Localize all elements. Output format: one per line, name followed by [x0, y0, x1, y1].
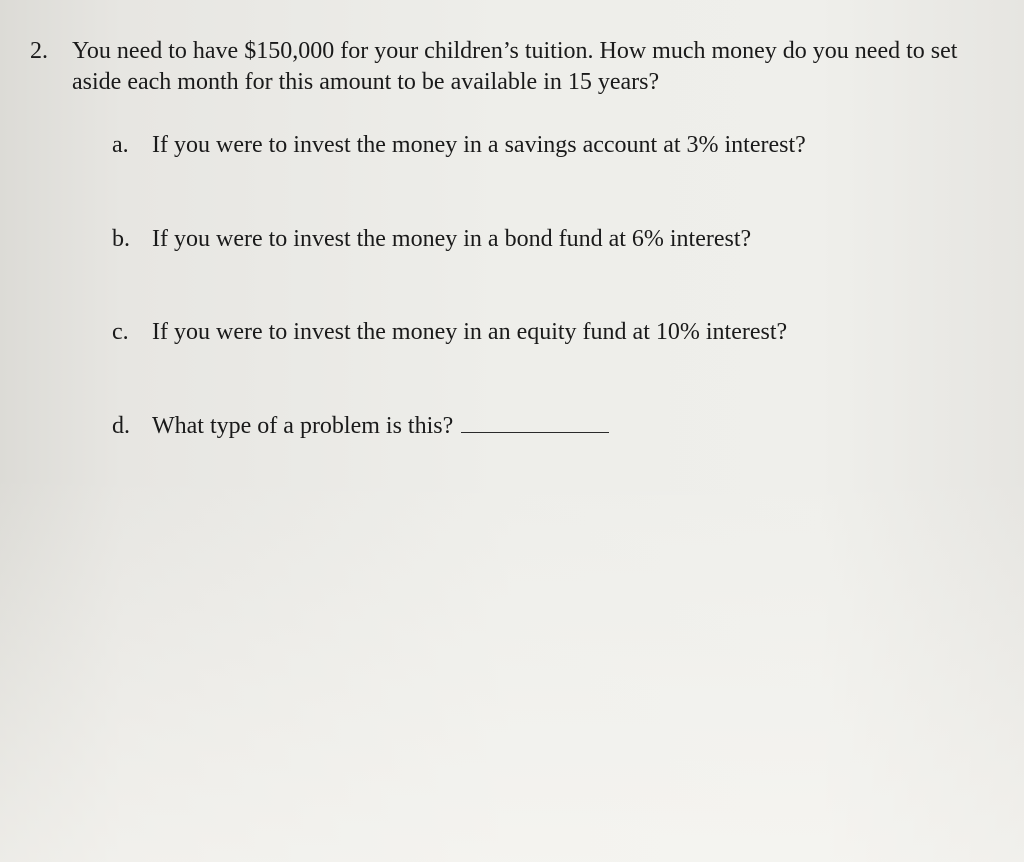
answer-blank-line[interactable]	[461, 412, 609, 433]
part-a-label: a.	[112, 132, 129, 158]
part-d-label: d.	[112, 413, 130, 439]
question-2	[30, 36, 990, 98]
part-b-text: If you were to invest the money in a bond fund at 6% interest?	[152, 226, 752, 252]
part-c-label: c.	[112, 319, 129, 345]
question-text: You need to have $150,000 for your children’s tuition. How much money do you need to set aside each month for this amount to be available in 15 years?	[72, 38, 958, 95]
part-d-text: What type of a problem is this?	[152, 413, 454, 439]
part-b	[112, 224, 751, 255]
part-c	[112, 317, 787, 348]
part-a	[112, 130, 806, 161]
part-a-text: If you were to invest the money in a savings account at 3% interest?	[152, 132, 806, 158]
part-c-text: If you were to invest the money in an equity fund at 10% interest?	[152, 319, 788, 345]
question-number: 2.	[30, 38, 48, 64]
question-stem	[30, 36, 990, 98]
part-b-label: b.	[112, 226, 130, 252]
part-d	[112, 411, 609, 442]
